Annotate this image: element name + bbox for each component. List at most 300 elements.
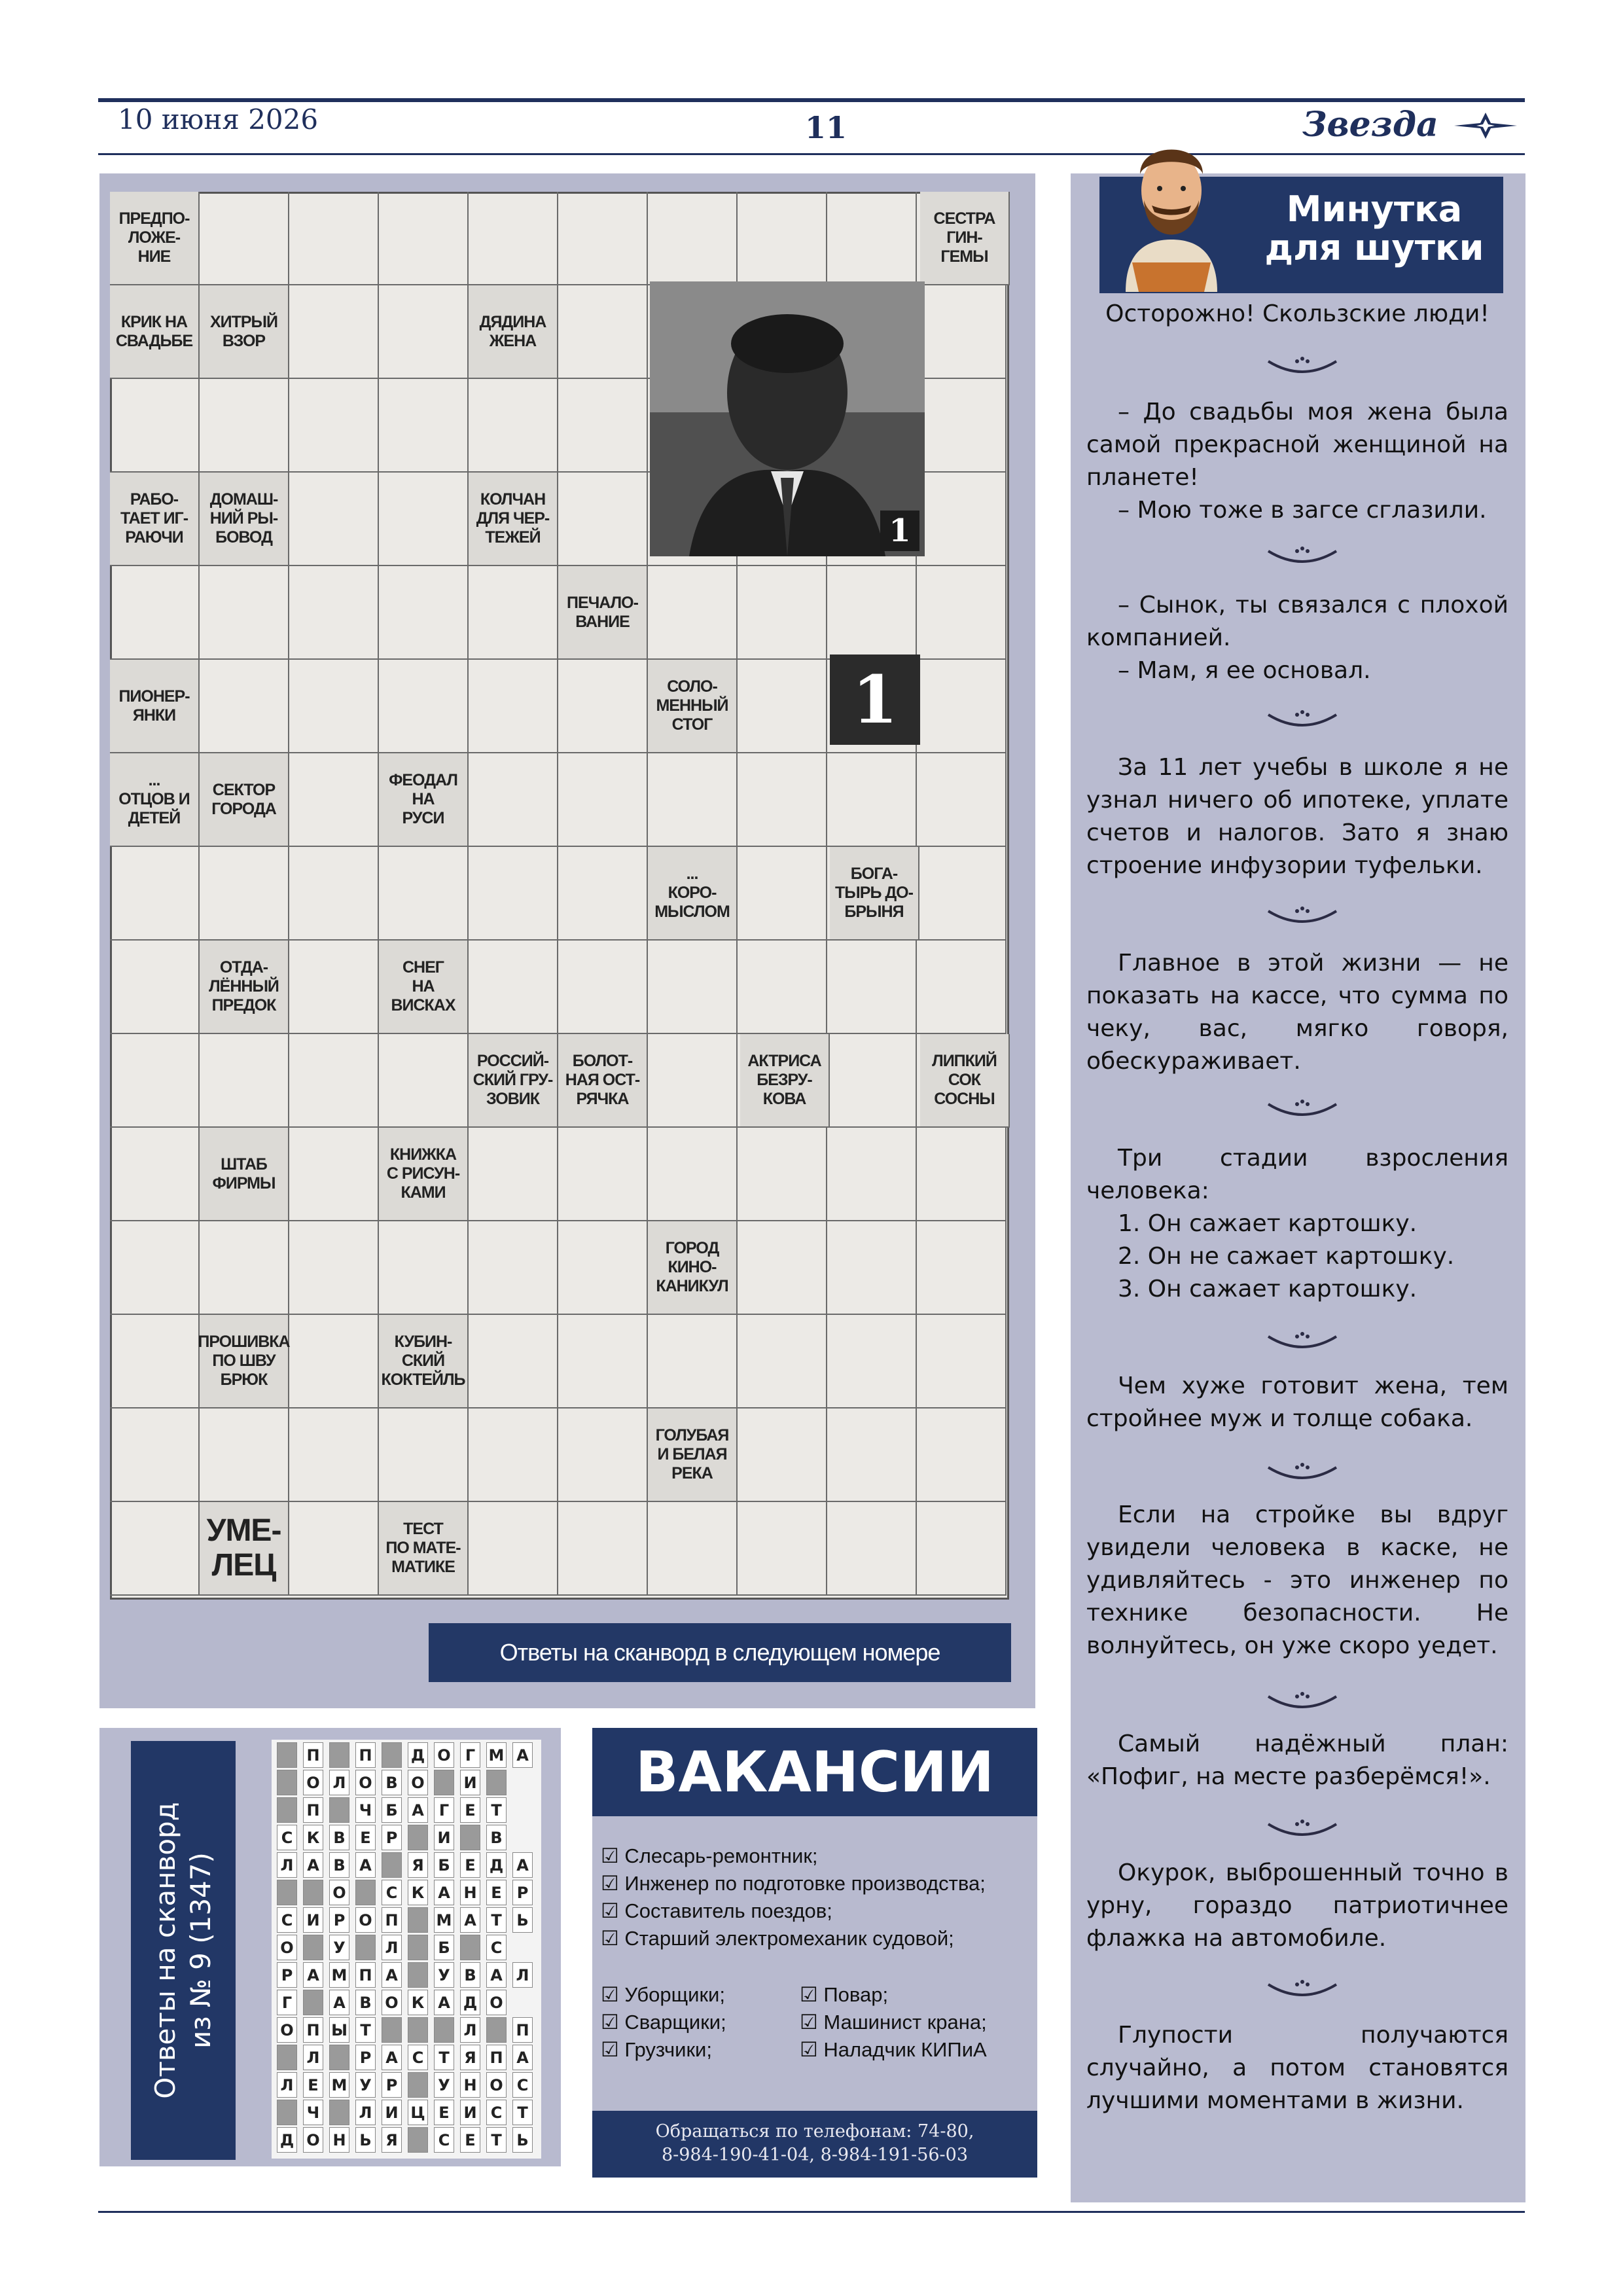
answer-cell: В (329, 1852, 349, 1878)
crossword-cell (110, 566, 200, 660)
answer-cell: Д (408, 1742, 428, 1768)
answer-cell: Е (460, 2127, 480, 2153)
crossword-cell (917, 566, 1007, 660)
crossword-cell (200, 1034, 289, 1128)
crossword-cell (558, 473, 648, 566)
answer-cell: С (382, 1880, 402, 1905)
vacancy-item: ☑ Наладчик КИПиА (800, 2038, 987, 2061)
header-top-rule (98, 98, 1525, 102)
crossword-cell (469, 941, 558, 1034)
joke-8 (1086, 1499, 1508, 1662)
crossword-cell (917, 1315, 1007, 1408)
crossword-cell (558, 941, 648, 1034)
joke-10 (1086, 1857, 1508, 1955)
crossword-cell (558, 753, 648, 847)
vacancy-item: ☑ Грузчики; (601, 2038, 712, 2061)
crossword-clue-c20: БОЛОТ- НАЯ ОСТ- РЯЧКА (558, 1034, 648, 1128)
smile-divider-icon (1263, 707, 1342, 733)
crossword-cell (289, 1128, 379, 1221)
answer-cell: Р (382, 1825, 402, 1850)
crossword-cell (200, 1408, 289, 1502)
crossword-cell (200, 566, 289, 660)
smile-divider-icon (1263, 1329, 1342, 1355)
crossword-clue-c10: ПИОНЕР- ЯНКИ (110, 660, 200, 753)
answer-cell: О (277, 2017, 297, 2043)
crossword-cell (110, 1408, 200, 1502)
crossword-cell (469, 566, 558, 660)
answer-cell: Н (460, 2072, 480, 2098)
vacancy-item: ☑ Составитель поездов; (601, 1899, 832, 1922)
answer-cell: П (355, 1742, 376, 1768)
crossword-cell (738, 192, 827, 285)
answer-cell: О (355, 1770, 376, 1795)
smile-divider-icon (1263, 1096, 1342, 1122)
crossword-clue-c27: КУБИН- СКИЙ КОКТЕЙЛЬ (379, 1315, 469, 1408)
crossword-cell (917, 753, 1007, 847)
answer-cell: О (486, 1990, 507, 2015)
joke-3 (1086, 589, 1508, 687)
joke-6-item1: 1. Он сажает картошку. (1118, 1210, 1418, 1237)
answer-cell: Д (460, 1990, 480, 2015)
answer-cell: А (486, 1962, 507, 1988)
crossword-cell (379, 566, 469, 660)
crossword-clue-c26: ПРОШИВКА ПО ШВУ БРЮК (200, 1315, 289, 1408)
answer-cell (355, 1935, 376, 1960)
smile-divider-icon (1263, 1460, 1342, 1486)
crossword-cell (827, 941, 917, 1034)
answer-cell: Т (355, 2017, 376, 2043)
crossword-cell (110, 1502, 200, 1596)
answer-cell: Л (277, 2072, 297, 2098)
answer-cell: М (486, 1742, 507, 1768)
crossword-cell (558, 660, 648, 753)
answer-cell: О (277, 1935, 297, 1960)
answer-cell: К (408, 1990, 428, 2015)
crossword-clue-c30: ТЕСТ ПО МАТЕ- МАТИКЕ (379, 1502, 469, 1596)
joke-4 (1086, 751, 1508, 882)
answer-cell (460, 1935, 480, 1960)
crossword-cell (289, 379, 379, 473)
crossword-clue-c19: РОССИЙ- СКИЙ ГРУ- ЗОВИК (469, 1034, 558, 1128)
joke-5-text: Главное в этой жизни — не показать на кассе, что сумма по чеку, вас, мягко говоря, обескураживает. (1086, 950, 1508, 1075)
answer-cell: Е (355, 1825, 376, 1850)
answer-cell: А (408, 1797, 428, 1823)
answer-cell: Т (512, 2100, 533, 2125)
contacts-line1: Обращаться по телефонам: 74-80, (655, 2121, 974, 2142)
crossword-cell (289, 1408, 379, 1502)
crossword-cell (738, 941, 827, 1034)
crossword-clue-c17: ОТДА- ЛЁННЫЙ ПРЕДОК (200, 941, 289, 1034)
vacancy-item: ☑ Сварщики; (601, 2011, 726, 2034)
crossword-clue-c15: ... КОРО- МЫСЛОМ (648, 847, 738, 941)
crossword-cell (827, 753, 917, 847)
answer-cell: О (355, 1907, 376, 1933)
crossword-cell (917, 1408, 1007, 1502)
crossword-cell (379, 473, 469, 566)
crossword-cell (827, 1408, 917, 1502)
answer-cell: Г (277, 1990, 297, 2015)
crossword-clue-c25: ГОРОД КИНО- КАНИКУЛ (648, 1221, 738, 1315)
answer-cell (382, 1852, 402, 1878)
vacancy-item: ☑ Инженер по подготовке производства; (601, 1872, 986, 1895)
crossword-clue-c13: СЕКТОР ГОРОДА (200, 753, 289, 847)
answer-cell: М (434, 1907, 454, 1933)
joke-2-line1: – До свадьбы моя жена была самой прекрасной женщиной на планете! (1086, 399, 1508, 491)
crossword-cell (648, 1315, 738, 1408)
answer-cell: П (512, 2017, 533, 2043)
answer-cell (355, 1880, 376, 1905)
answer-cell: А (382, 1962, 402, 1988)
answer-cell (408, 1907, 428, 1933)
vacancy-item: ☑ Уборщики; (601, 1983, 725, 2006)
crossword-clue-c14: ФЕОДАЛ НА РУСИ (379, 753, 469, 847)
answer-cell: Л (303, 2045, 323, 2070)
answer-cell: Т (486, 1907, 507, 1933)
crossword-cell (289, 1034, 379, 1128)
joke-6 (1086, 1142, 1508, 1306)
crossword-clue-c3: КРИК НА СВАДЬБЕ (110, 285, 200, 379)
answer-cell (303, 1880, 323, 1905)
crossword-cell (110, 379, 200, 473)
answer-cell (382, 2017, 402, 2043)
answer-cell (303, 1935, 323, 1960)
joke-10-text: Окурок, выброшенный точно в урну, гораздо патриотичнее флажка на автомобиле. (1086, 1859, 1508, 1952)
crossword-cell (738, 1221, 827, 1315)
crossword-cell (110, 1034, 200, 1128)
crossword-cell (917, 941, 1007, 1034)
answer-cell: И (460, 2100, 480, 2125)
vacancy-item: ☑ Старший электромеханик судовой; (601, 1927, 954, 1950)
answer-cell: О (329, 1880, 349, 1905)
crossword-cell (469, 192, 558, 285)
answer-cell: Ь (512, 2127, 533, 2153)
answer-cell: В (486, 1825, 507, 1850)
crossword-cell (558, 1128, 648, 1221)
crossword-cell (917, 1502, 1007, 1596)
answer-cell: Ц (408, 2100, 428, 2125)
jokes-title-line2: для шутки (1264, 227, 1484, 269)
answer-cell: Ь (355, 2127, 376, 2153)
crossword-cell (379, 1034, 469, 1128)
crossword-cell (648, 192, 738, 285)
crossword-cell (558, 1408, 648, 1502)
joke-7 (1086, 1370, 1508, 1435)
answer-cell (408, 1962, 428, 1988)
crossword-cell (110, 847, 200, 941)
crossword-cell (469, 753, 558, 847)
answer-cell: Р (329, 1907, 349, 1933)
crossword-cell (379, 847, 469, 941)
joke-3-line2: – Мам, я ее основал. (1118, 657, 1371, 684)
crossword-cell (738, 566, 827, 660)
star-logo-icon (1453, 110, 1518, 141)
answer-cell (408, 1825, 428, 1850)
answer-cell: Е (460, 1797, 480, 1823)
answer-cell: О (434, 1742, 454, 1768)
crossword-cell (917, 379, 1007, 473)
crossword-cell (827, 1034, 917, 1128)
answer-cell (329, 1797, 349, 1823)
crossword-cell (738, 753, 827, 847)
crossword-cell (558, 285, 648, 379)
answer-cell: И (303, 1907, 323, 1933)
answer-cell: А (329, 1990, 349, 2015)
crossword-cell (648, 566, 738, 660)
answer-cell: М (329, 1962, 349, 1988)
crossword-cell (289, 847, 379, 941)
answer-cell (486, 1770, 507, 1795)
crossword-cell (827, 1128, 917, 1221)
answer-cell: В (355, 1990, 376, 2015)
answer-cell: О (408, 1770, 428, 1795)
smile-divider-icon (1263, 903, 1342, 929)
answer-cell: Б (434, 1852, 454, 1878)
crossword-clue-c22: ЛИПКИЙ СОК СОСНЫ (920, 1034, 1010, 1128)
joke-8-text: Если на стройке вы вдруг увидели человека в каске, не удивляйтесь - это инженер по технике безопасности. Не волнуйтесь, он уже скоро уедет. (1086, 1501, 1508, 1659)
joke-6-item3: 3. Он сажает картошку. (1118, 1276, 1418, 1302)
answer-cell: А (355, 1852, 376, 1878)
crossword-cell (738, 1408, 827, 1502)
smile-divider-icon (1263, 543, 1342, 569)
crossword-cell (738, 660, 827, 753)
crossword-cell (469, 1408, 558, 1502)
crossword-cell (917, 1221, 1007, 1315)
answer-cell: А (512, 1852, 533, 1878)
crossword-clue-c18: СНЕГ НА ВИСКАХ (379, 941, 469, 1034)
smile-divider-icon (1263, 353, 1342, 380)
answer-cell: М (329, 2072, 349, 2098)
crossword-cell (379, 192, 469, 285)
answer-cell: А (512, 1742, 533, 1768)
vacancy-item: ☑ Повар; (800, 1983, 889, 2006)
answer-cell: К (303, 1825, 323, 1850)
crossword-cell (738, 1315, 827, 1408)
answer-cell: Я (460, 2045, 480, 2070)
crossword-clue-c21: АКТРИСА БЕЗРУ- КОВА (740, 1034, 830, 1128)
crossword-cell (469, 1221, 558, 1315)
answer-cell (382, 1742, 402, 1768)
crossword-cell (200, 192, 289, 285)
answer-cell: Л (355, 2100, 376, 2125)
crossword-cell (558, 1221, 648, 1315)
crossword-cell (558, 1315, 648, 1408)
answer-cell: А (434, 1880, 454, 1905)
crossword-cell (648, 941, 738, 1034)
answer-cell: С (434, 2127, 454, 2153)
photo-number-badge: 1 (880, 511, 919, 551)
previous-answers-label-line1: Ответы на сканворд (149, 1802, 181, 2099)
answer-cell (434, 1770, 454, 1795)
answer-cell: С (277, 1907, 297, 1933)
crossword-cell (738, 1502, 827, 1596)
crossword-cell (648, 1034, 738, 1128)
crossword-cell (289, 192, 379, 285)
crossword-cell (200, 660, 289, 753)
answer-cell: О (303, 2127, 323, 2153)
crossword-cell (200, 1221, 289, 1315)
answer-cell: А (460, 1907, 480, 1933)
answer-cell: С (408, 2045, 428, 2070)
answer-cell: О (303, 1770, 323, 1795)
crossword-cell (469, 847, 558, 941)
answer-cell (277, 1770, 297, 1795)
page-number: 11 (805, 110, 847, 145)
crossword-cell (379, 660, 469, 753)
joke-7-text: Чем хуже готовит жена, тем стройнее муж и толще собака. (1086, 1372, 1508, 1432)
answer-cell: А (303, 1852, 323, 1878)
crossword-cell (110, 1221, 200, 1315)
crossword-cell (648, 1502, 738, 1596)
crossword-cell (917, 847, 1007, 941)
answer-cell: Я (382, 2127, 402, 2153)
previous-answers-label (148, 1754, 219, 2147)
answer-cell (434, 2017, 454, 2043)
answer-cell: Е (303, 2072, 323, 2098)
answer-cell: Е (434, 2100, 454, 2125)
crossword-clue-c29: УМЕ- ЛЕЦ (200, 1502, 289, 1596)
vacancies-contacts (592, 2111, 1037, 2178)
crossword-clue-c16: БОГА- ТЫРЬ ДО- БРЫНЯ (830, 847, 919, 941)
answer-cell: Р (277, 1962, 297, 1988)
crossword-answers-note: Ответы на сканворд в следующем номере (429, 1623, 1011, 1682)
crossword-cell (289, 1221, 379, 1315)
crossword-cell (917, 285, 1007, 379)
answer-cell: П (382, 1907, 402, 1933)
vacancy-item: ☑ Машинист крана; (800, 2011, 987, 2034)
answer-cell (277, 1742, 297, 1768)
crossword-cell (200, 847, 289, 941)
answer-cell: В (382, 1770, 402, 1795)
joke-9 (1086, 1728, 1508, 1793)
answer-cell: П (355, 1962, 376, 1988)
crossword-cell (289, 1502, 379, 1596)
vacancy-item: ☑ Слесарь-ремонтник; (601, 1844, 818, 1867)
joke-3-line1: – Сынок, ты связался с плохой компанией. (1086, 592, 1508, 651)
answer-cell (408, 1935, 428, 1960)
crossword-cell (827, 566, 917, 660)
answer-cell: Ч (355, 1797, 376, 1823)
answer-cell: Т (486, 2127, 507, 2153)
crossword-cell (289, 660, 379, 753)
answer-cell: Н (460, 1880, 480, 1905)
newspaper-title: Звезда (1302, 105, 1438, 145)
answer-cell: Я (408, 1852, 428, 1878)
vacancies-title: ВАКАНСИИ (592, 1728, 1037, 1816)
answer-cell (277, 2045, 297, 2070)
crossword-cell (558, 379, 648, 473)
answer-cell: С (486, 1935, 507, 1960)
answer-cell: К (408, 1880, 428, 1905)
crossword-cell (827, 1221, 917, 1315)
joke-2 (1086, 396, 1508, 527)
crossword-cell (917, 1128, 1007, 1221)
answer-cell: И (382, 2100, 402, 2125)
header-bottom-rule (98, 153, 1525, 155)
crossword-cell (469, 379, 558, 473)
crossword-cell (738, 847, 827, 941)
crossword-cell (289, 1315, 379, 1408)
answer-cell: Л (460, 2017, 480, 2043)
crossword-clue-c9: ПЕЧАЛО- ВАНИЕ (558, 566, 648, 660)
answer-cell: А (303, 1962, 323, 1988)
crossword-clue-c6: РАБО- ТАЕТ ИГ- РАЮЧИ (110, 473, 200, 566)
answer-cell: Л (382, 1935, 402, 1960)
answer-cell (329, 2100, 349, 2125)
answer-cell: У (434, 1962, 454, 1988)
crossword-clue-c5: ДЯДИНА ЖЕНА (469, 285, 558, 379)
answer-cell: И (460, 1770, 480, 1795)
crossword-cell (289, 753, 379, 847)
crossword-cell (648, 1128, 738, 1221)
answer-cell: У (434, 2072, 454, 2098)
answer-cell (277, 1797, 297, 1823)
smile-divider-icon (1263, 1977, 1342, 2003)
answer-cell: Г (434, 1797, 454, 1823)
joke-9-text: Самый надёжный план: «Пофиг, на месте разберёмся!». (1086, 1731, 1508, 1790)
answer-cell: Ы (329, 2017, 349, 2043)
answer-cell: П (303, 1742, 323, 1768)
answer-cell (277, 2100, 297, 2125)
crossword-cell (827, 1315, 917, 1408)
crossword-clue-c11: СОЛО- МЕННЫЙ СТОГ (648, 660, 738, 753)
crossword-cell (200, 379, 289, 473)
crossword-cell (110, 1315, 200, 1408)
crossword-cell (558, 847, 648, 941)
answer-cell: Л (512, 1962, 533, 1988)
answer-cell: Р (512, 1880, 533, 1905)
answer-cell: Н (329, 2127, 349, 2153)
answer-cell: Р (382, 2072, 402, 2098)
answer-cell: Л (329, 1770, 349, 1795)
answer-cell: Р (355, 2045, 376, 2070)
crossword-clue-c12: ... ОТЦОВ И ДЕТЕЙ (110, 753, 200, 847)
crossword-cell (379, 379, 469, 473)
answer-cell: Е (460, 1852, 480, 1878)
answer-cell: Г (460, 1742, 480, 1768)
answer-cell (329, 1742, 349, 1768)
crossword-clue-c4: ХИТРЫЙ ВЗОР (200, 285, 289, 379)
joke-1: Осторожно! Скользские люди! (1105, 300, 1489, 327)
answer-cell: Д (277, 2127, 297, 2153)
joke-11-text: Глупости получаются случайно, а потом становятся лучшими моментами в жизни. (1086, 2022, 1508, 2114)
previous-answers-label-line2: из № 9 (1347) (185, 1852, 217, 2049)
answer-cell: В (460, 1962, 480, 1988)
crossword-cell (289, 566, 379, 660)
joke-5 (1086, 947, 1508, 1078)
answer-cell: У (355, 2072, 376, 2098)
answer-cell: П (303, 2017, 323, 2043)
answer-cell: А (382, 2045, 402, 2070)
crossword-clue-c7: ДОМАШ- НИЙ РЫ- БОВОД (200, 473, 289, 566)
contacts-line2: 8-984-190-41-04, 8-984-191-56-03 (661, 2145, 969, 2165)
crossword-cell (469, 1502, 558, 1596)
previous-answers-grid (272, 1740, 541, 2159)
crossword-cell (289, 473, 379, 566)
answer-cell: Ь (512, 1907, 533, 1933)
crossword-clue-c8: КОЛЧАН ДЛЯ ЧЕР- ТЕЖЕЙ (469, 473, 558, 566)
answer-cell (408, 2072, 428, 2098)
crossword-cell (379, 285, 469, 379)
jokes-title-line1: Минутка (1286, 188, 1463, 230)
answer-cell (408, 2127, 428, 2153)
crossword-cell (917, 660, 1007, 753)
answer-cell: Ч (303, 2100, 323, 2125)
crossword-cell (379, 1408, 469, 1502)
answer-cell (408, 2017, 428, 2043)
answer-cell: Д (486, 1852, 507, 1878)
crossword-cell (469, 660, 558, 753)
crossword-clue-c28: ГОЛУБАЯ И БЕЛАЯ РЕКА (648, 1408, 738, 1502)
